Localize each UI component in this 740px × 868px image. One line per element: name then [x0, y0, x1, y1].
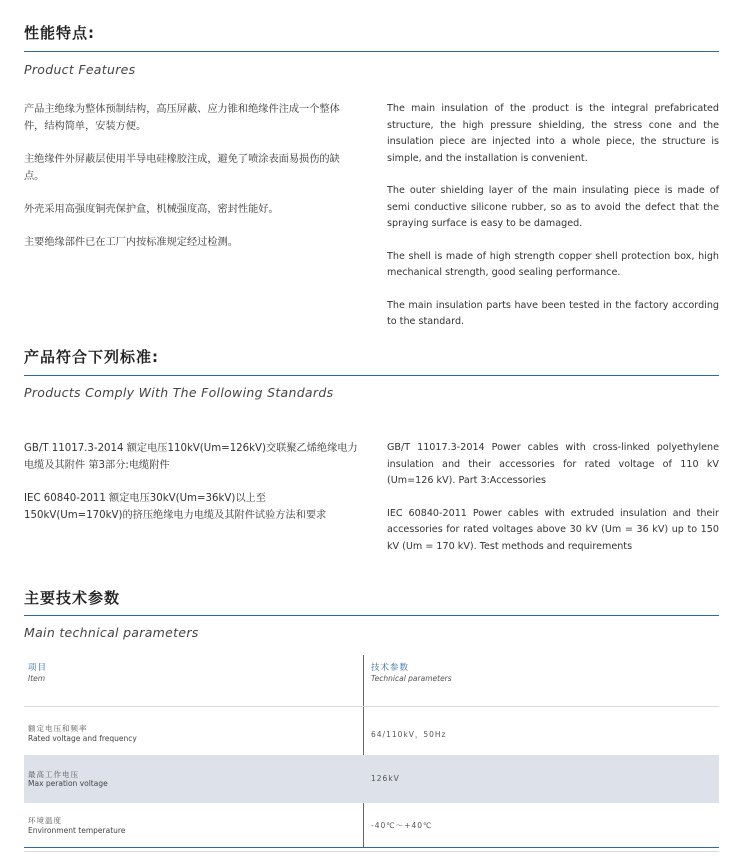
feature-zh-3: 外壳采用高强度铜壳保护盒，机械强度高，密封性能好。 [24, 204, 279, 215]
header-item-en: Item [28, 674, 46, 683]
params-title: 主要技术参数 [24, 589, 121, 607]
table-row [24, 803, 719, 852]
features-zh-column [24, 101, 360, 267]
row-label-en: Rated voltage and frequency [28, 734, 137, 743]
standards-title: 产品符合下列标准: [24, 348, 159, 366]
standard-zh-1: GB/T 11017.3-2014 额定电压110kV(Um=126kV)交联聚乙烯绝缘电力电缆及其附件 第3部分:电缆附件 [24, 443, 358, 471]
feature-zh-4: 主要绝缘部件已在工厂内按标准规定经过检测。 [24, 237, 238, 248]
row-label-en: Max peration voltage [28, 779, 108, 788]
table-bottom-rule [24, 847, 719, 848]
standard-en-2: IEC 60840-2011 Power cables with extruded insulation and their accessories for rated voltages above 30 kV (Um = 36 kV) up to 150 kV (Um = 170 kV). Test methods and requirements [387, 507, 719, 552]
params-table [24, 655, 719, 852]
row-value: 64/110kV，50Hz [371, 730, 447, 739]
features-rule [24, 51, 719, 52]
feature-en-3: The shell is made of high strength copper shell protection box, high mechanical strength, good sealing performance. [387, 250, 719, 278]
header-value-zh: 技术参数 [371, 663, 410, 673]
table-row [24, 755, 719, 803]
standards-rule [24, 375, 719, 376]
header-value-en: Technical parameters [371, 674, 452, 683]
params-subtitle: Main technical parameters [24, 625, 199, 640]
header-item-zh: 项目 [28, 663, 48, 673]
features-subtitle: Product Features [24, 62, 136, 77]
row-label-en: Environment temperature [28, 826, 126, 835]
feature-en-1: The main insulation of the product is the integral prefabricated structure, the high pressure shielding, the stress cone and the insulation piece are injected into a whole piece, the structure is simple, and the installation is convenient. [387, 103, 719, 164]
standards-subtitle: Products Comply With The Following Standards [24, 385, 334, 400]
standards-zh-column [24, 440, 360, 540]
features-title: 性能特点: [24, 24, 95, 42]
standards-en-column [387, 440, 719, 571]
standard-zh-2: IEC 60840-2011 额定电压30kV(Um=36kV)以上至150kV(Um=170kV)的挤压绝缘电力电缆及其附件试验方法和要求 [24, 493, 327, 521]
row-value: -40℃～+40℃ [371, 821, 433, 830]
table-row [24, 707, 719, 755]
row-value: 126kV [371, 774, 400, 783]
features-en-column [387, 101, 719, 347]
feature-en-2: The outer shielding layer of the main insulating piece is made of semi conductive silicone rubber, so as to avoid the defect that the spraying surface is easy to be damaged. [387, 185, 719, 229]
row-label-zh: 额定电压和频率 [28, 724, 88, 733]
row-label-zh: 最高工作电压 [28, 770, 79, 779]
feature-zh-1: 产品主绝缘为整体预制结构，高压屏蔽、应力锥和绝缘件注成一个整体件，结构简单，安装方便。 [24, 104, 340, 132]
row-label-zh: 环境温度 [28, 816, 62, 825]
feature-zh-2: 主绝缘件外屏蔽层使用半导电硅橡胶注成，避免了喷涂表面易损伤的缺点。 [24, 154, 340, 182]
table-header-row [24, 655, 719, 707]
feature-en-4: The main insulation parts have been tested in the factory according to the standard. [387, 299, 719, 327]
params-rule [24, 615, 719, 616]
standard-en-1: GB/T 11017.3-2014 Power cables with cross-linked polyethylene insulation and their accessories for rated voltage of 110 kV (Um=126 kV). Part 3:Accessories [387, 442, 719, 486]
